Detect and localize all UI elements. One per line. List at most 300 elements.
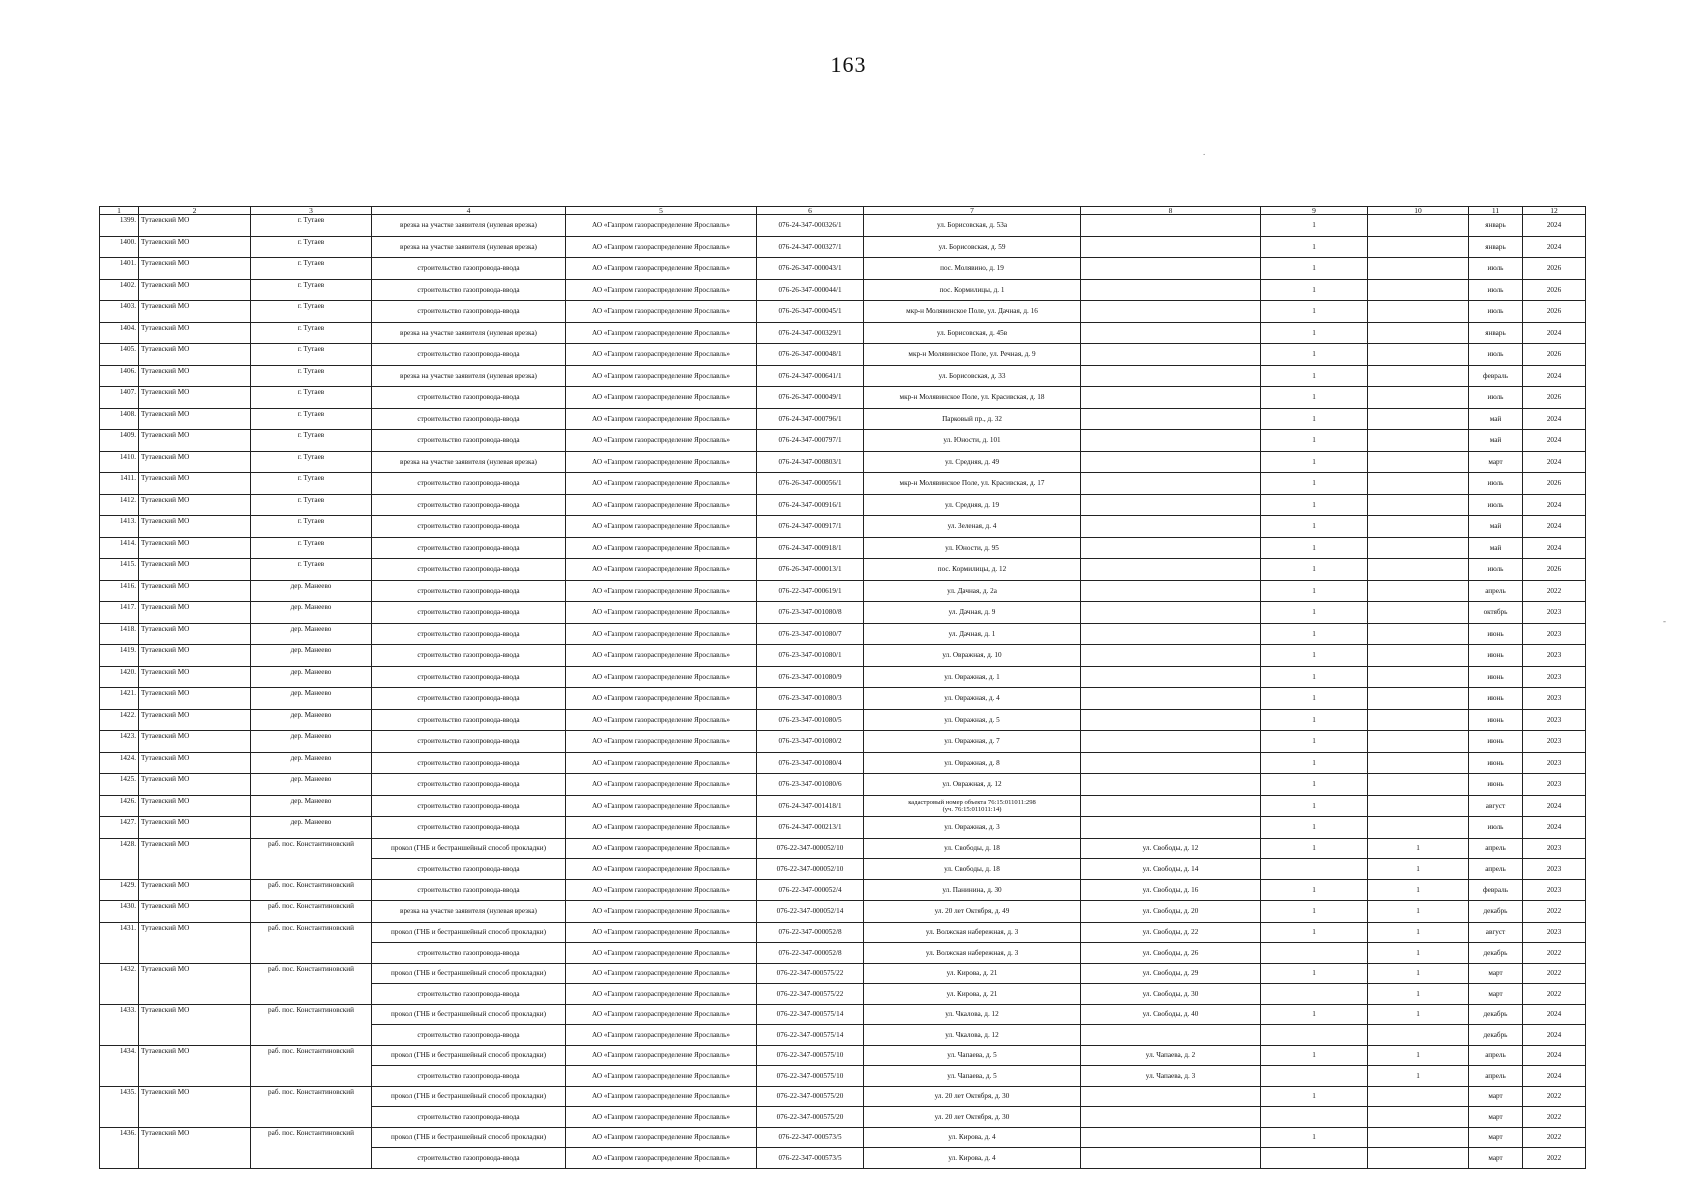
tu-number-cell: 076-22-347-000619/1 xyxy=(757,580,864,602)
address-extra-cell xyxy=(1081,387,1261,409)
address-extra-cell xyxy=(1081,731,1261,753)
year-cell: 2023 xyxy=(1523,731,1586,753)
col-header-11: 11 xyxy=(1469,207,1523,215)
address-extra-cell xyxy=(1081,752,1261,774)
municipality-cell: Тутаевский МО xyxy=(139,963,251,1004)
col9-cell: 1 xyxy=(1261,623,1368,645)
organization-cell: АО «Газпром газораспределение Ярославль» xyxy=(566,795,757,817)
row-number-cell: 1411. xyxy=(100,473,139,495)
address-extra-cell: ул. Свободы, д. 26 xyxy=(1081,943,1261,964)
col10-cell: 1 xyxy=(1368,963,1469,984)
work-type-cell: врезка на участке заявителя (нулевая врезка) xyxy=(372,215,566,237)
row-number-cell: 1406. xyxy=(100,365,139,387)
tu-number-cell: 076-23-347-001080/7 xyxy=(757,623,864,645)
col10-cell xyxy=(1368,774,1469,796)
municipality-cell: Тутаевский МО xyxy=(139,215,251,237)
year-cell: 2024 xyxy=(1523,1066,1586,1087)
month-cell: июль xyxy=(1469,258,1523,280)
address-extra-cell xyxy=(1081,602,1261,624)
address-cell: ул. Овражная, д. 8 xyxy=(864,752,1081,774)
address-extra-cell xyxy=(1081,688,1261,710)
settlement-cell: дер. Манеево xyxy=(251,817,372,839)
address-cell: пос. Кормилицы, д. 1 xyxy=(864,279,1081,301)
work-type-cell: прокол (ГНБ и бестраншейный способ прокладки) xyxy=(372,838,566,859)
col-header-6: 6 xyxy=(757,207,864,215)
col10-cell xyxy=(1368,279,1469,301)
month-cell: февраль xyxy=(1469,365,1523,387)
municipality-cell: Тутаевский МО xyxy=(139,580,251,602)
table-row xyxy=(100,922,1586,943)
work-type-cell: строительство газопровода-ввода xyxy=(372,580,566,602)
municipality-cell: Тутаевский МО xyxy=(139,623,251,645)
work-type-cell: строительство газопровода-ввода xyxy=(372,344,566,366)
col10-cell xyxy=(1368,731,1469,753)
municipality-cell: Тутаевский МО xyxy=(139,645,251,667)
col9-cell xyxy=(1261,1107,1368,1128)
municipality-cell: Тутаевский МО xyxy=(139,752,251,774)
month-cell: март xyxy=(1469,1127,1523,1148)
municipality-cell: Тутаевский МО xyxy=(139,795,251,817)
address-extra-cell xyxy=(1081,258,1261,280)
address-cell: Парковый пр., д. 32 xyxy=(864,408,1081,430)
address-extra-cell xyxy=(1081,666,1261,688)
tu-number-cell: 076-26-347-000045/1 xyxy=(757,301,864,323)
address-cell: мкр-н Молявинское Поле, ул. Речная, д. 9 xyxy=(864,344,1081,366)
work-type-cell: строительство газопровода-ввода xyxy=(372,387,566,409)
table-row xyxy=(100,963,1586,984)
organization-cell: АО «Газпром газораспределение Ярославль» xyxy=(566,984,757,1005)
col9-cell: 1 xyxy=(1261,516,1368,538)
municipality-cell: Тутаевский МО xyxy=(139,494,251,516)
row-number-cell: 1426. xyxy=(100,795,139,817)
table-row xyxy=(100,1004,1586,1025)
organization-cell: АО «Газпром газораспределение Ярославль» xyxy=(566,1148,757,1169)
year-cell: 2024 xyxy=(1523,494,1586,516)
col9-cell: 1 xyxy=(1261,922,1368,943)
municipality-cell: Тутаевский МО xyxy=(139,537,251,559)
year-cell: 2024 xyxy=(1523,408,1586,430)
year-cell: 2022 xyxy=(1523,1127,1586,1148)
year-cell: 2022 xyxy=(1523,580,1586,602)
organization-cell: АО «Газпром газораспределение Ярославль» xyxy=(566,559,757,581)
settlement-cell: г. Тутаев xyxy=(251,215,372,237)
work-type-cell: строительство газопровода-ввода xyxy=(372,537,566,559)
tu-number-cell: 076-23-347-001080/8 xyxy=(757,602,864,624)
row-number-cell: 1403. xyxy=(100,301,139,323)
address-cell: ул. 20 лет Октября, д. 30 xyxy=(864,1086,1081,1107)
settlement-cell: раб. пос. Константиновский xyxy=(251,879,372,901)
municipality-cell: Тутаевский МО xyxy=(139,430,251,452)
settlement-cell: раб. пос. Константиновский xyxy=(251,1004,372,1045)
year-cell: 2024 xyxy=(1523,322,1586,344)
table-row xyxy=(100,1086,1586,1107)
year-cell: 2026 xyxy=(1523,559,1586,581)
tu-number-cell: 076-22-347-000052/10 xyxy=(757,859,864,880)
month-cell: июль xyxy=(1469,301,1523,323)
municipality-cell: Тутаевский МО xyxy=(139,602,251,624)
col10-cell xyxy=(1368,688,1469,710)
month-cell: август xyxy=(1469,922,1523,943)
table-row xyxy=(100,795,1586,817)
col10-cell xyxy=(1368,473,1469,495)
col10-cell: 1 xyxy=(1368,1004,1469,1025)
month-cell: май xyxy=(1469,430,1523,452)
table-row xyxy=(100,709,1586,731)
organization-cell: АО «Газпром газораспределение Ярославль» xyxy=(566,279,757,301)
col-header-10: 10 xyxy=(1368,207,1469,215)
address-cell: ул. Зеленая, д. 4 xyxy=(864,516,1081,538)
organization-cell: АО «Газпром газораспределение Ярославль» xyxy=(566,963,757,984)
settlement-cell: г. Тутаев xyxy=(251,322,372,344)
year-cell: 2023 xyxy=(1523,752,1586,774)
year-cell: 2024 xyxy=(1523,365,1586,387)
year-cell: 2024 xyxy=(1523,817,1586,839)
row-number-cell: 1419. xyxy=(100,645,139,667)
settlement-cell: дер. Манеево xyxy=(251,709,372,731)
address-cell: ул. Борисовская, д. 53а xyxy=(864,215,1081,237)
settlement-cell: раб. пос. Константиновский xyxy=(251,901,372,923)
column-number-row xyxy=(100,207,1586,215)
organization-cell: АО «Газпром газораспределение Ярославль» xyxy=(566,688,757,710)
month-cell: декабрь xyxy=(1469,1004,1523,1025)
address-cell: ул. Чкалова, д. 12 xyxy=(864,1025,1081,1046)
table-row xyxy=(100,817,1586,839)
year-cell: 2022 xyxy=(1523,963,1586,984)
work-type-cell: врезка на участке заявителя (нулевая врезка) xyxy=(372,451,566,473)
address-extra-cell xyxy=(1081,1086,1261,1107)
address-extra-cell: ул. Чапаева, д. 3 xyxy=(1081,1066,1261,1087)
col9-cell xyxy=(1261,1025,1368,1046)
tu-number-cell: 076-26-347-000049/1 xyxy=(757,387,864,409)
row-number-cell: 1428. xyxy=(100,838,139,879)
address-extra-cell xyxy=(1081,1148,1261,1169)
work-type-cell: врезка на участке заявителя (нулевая врезка) xyxy=(372,236,566,258)
settlement-cell: дер. Манеево xyxy=(251,580,372,602)
settlement-cell: дер. Манеево xyxy=(251,774,372,796)
address-extra-cell xyxy=(1081,1107,1261,1128)
row-number-cell: 1436. xyxy=(100,1127,139,1168)
col9-cell: 1 xyxy=(1261,901,1368,923)
cadastral-plot: (уч. 76:15:011011:14) xyxy=(942,805,1002,813)
year-cell: 2023 xyxy=(1523,879,1586,901)
municipality-cell: Тутаевский МО xyxy=(139,301,251,323)
settlement-cell: г. Тутаев xyxy=(251,430,372,452)
table-row xyxy=(100,666,1586,688)
address-extra-cell xyxy=(1081,365,1261,387)
col10-cell xyxy=(1368,494,1469,516)
year-cell: 2023 xyxy=(1523,666,1586,688)
table-row xyxy=(100,559,1586,581)
organization-cell: АО «Газпром газораспределение Ярославль» xyxy=(566,430,757,452)
organization-cell: АО «Газпром газораспределение Ярославль» xyxy=(566,494,757,516)
address-cell: ул. Овражная, д. 12 xyxy=(864,774,1081,796)
address-extra-cell xyxy=(1081,580,1261,602)
year-cell: 2024 xyxy=(1523,795,1586,817)
month-cell: июнь xyxy=(1469,774,1523,796)
month-cell: июль xyxy=(1469,817,1523,839)
col10-cell xyxy=(1368,1148,1469,1169)
month-cell: март xyxy=(1469,1148,1523,1169)
work-type-cell: строительство газопровода-ввода xyxy=(372,943,566,964)
year-cell: 2022 xyxy=(1523,1086,1586,1107)
organization-cell: АО «Газпром газораспределение Ярославль» xyxy=(566,258,757,280)
municipality-cell: Тутаевский МО xyxy=(139,879,251,901)
organization-cell: АО «Газпром газораспределение Ярославль» xyxy=(566,1107,757,1128)
month-cell: март xyxy=(1469,451,1523,473)
year-cell: 2024 xyxy=(1523,537,1586,559)
month-cell: апрель xyxy=(1469,1045,1523,1066)
municipality-cell: Тутаевский МО xyxy=(139,387,251,409)
month-cell: март xyxy=(1469,1086,1523,1107)
municipality-cell: Тутаевский МО xyxy=(139,922,251,963)
month-cell: февраль xyxy=(1469,879,1523,901)
organization-cell: АО «Газпром газораспределение Ярославль» xyxy=(566,731,757,753)
tu-number-cell: 076-24-347-000797/1 xyxy=(757,430,864,452)
col10-cell xyxy=(1368,1025,1469,1046)
year-cell: 2023 xyxy=(1523,602,1586,624)
address-cell: ул. Овражная, д. 10 xyxy=(864,645,1081,667)
work-type-cell: прокол (ГНБ и бестраншейный способ прокладки) xyxy=(372,1004,566,1025)
col9-cell: 1 xyxy=(1261,795,1368,817)
work-type-cell: прокол (ГНБ и бестраншейный способ прокладки) xyxy=(372,963,566,984)
address-cell: ул. Кирова, д. 21 xyxy=(864,963,1081,984)
municipality-cell: Тутаевский МО xyxy=(139,451,251,473)
year-cell: 2024 xyxy=(1523,430,1586,452)
settlement-cell: дер. Манеево xyxy=(251,752,372,774)
work-type-cell: строительство газопровода-ввода xyxy=(372,494,566,516)
col10-cell xyxy=(1368,602,1469,624)
address-cell: пос. Кормилицы, д. 12 xyxy=(864,559,1081,581)
settlement-cell: дер. Манеево xyxy=(251,688,372,710)
work-type-cell: строительство газопровода-ввода xyxy=(372,1025,566,1046)
address-extra-cell xyxy=(1081,322,1261,344)
col10-cell: 1 xyxy=(1368,984,1469,1005)
row-number-cell: 1399. xyxy=(100,215,139,237)
address-extra-cell xyxy=(1081,559,1261,581)
municipality-cell: Тутаевский МО xyxy=(139,559,251,581)
col10-cell xyxy=(1368,1107,1469,1128)
work-type-cell: строительство газопровода-ввода xyxy=(372,666,566,688)
year-cell: 2022 xyxy=(1523,943,1586,964)
table-row xyxy=(100,774,1586,796)
tu-number-cell: 076-22-347-000575/20 xyxy=(757,1086,864,1107)
col10-cell xyxy=(1368,795,1469,817)
month-cell: декабрь xyxy=(1469,901,1523,923)
municipality-cell: Тутаевский МО xyxy=(139,236,251,258)
year-cell: 2023 xyxy=(1523,709,1586,731)
table-row xyxy=(100,688,1586,710)
table-body xyxy=(100,215,1586,1169)
month-cell: июнь xyxy=(1469,731,1523,753)
tu-number-cell: 076-23-347-001080/5 xyxy=(757,709,864,731)
col10-cell xyxy=(1368,666,1469,688)
settlement-cell: г. Тутаев xyxy=(251,473,372,495)
address-cell: ул. Дачная, д. 2а xyxy=(864,580,1081,602)
col9-cell: 1 xyxy=(1261,1045,1368,1066)
address-cell: ул. Чкалова, д. 12 xyxy=(864,1004,1081,1025)
col9-cell: 1 xyxy=(1261,645,1368,667)
address-cell: ул. Свободы, д. 18 xyxy=(864,838,1081,859)
tu-number-cell: 076-26-347-000043/1 xyxy=(757,258,864,280)
col9-cell xyxy=(1261,943,1368,964)
col9-cell: 1 xyxy=(1261,430,1368,452)
organization-cell: АО «Газпром газораспределение Ярославль» xyxy=(566,774,757,796)
work-type-cell: строительство газопровода-ввода xyxy=(372,709,566,731)
address-extra-cell xyxy=(1081,516,1261,538)
work-type-cell: прокол (ГНБ и бестраншейный способ прокладки) xyxy=(372,1086,566,1107)
organization-cell: АО «Газпром газораспределение Ярославль» xyxy=(566,859,757,880)
municipality-cell: Тутаевский МО xyxy=(139,279,251,301)
col10-cell xyxy=(1368,215,1469,237)
address-cell: ул. Чапаева, д. 5 xyxy=(864,1045,1081,1066)
month-cell: апрель xyxy=(1469,580,1523,602)
work-type-cell: строительство газопровода-ввода xyxy=(372,817,566,839)
col-header-2: 2 xyxy=(139,207,251,215)
organization-cell: АО «Газпром газораспределение Ярославль» xyxy=(566,387,757,409)
scan-speck: . xyxy=(1203,147,1206,157)
address-extra-cell xyxy=(1081,645,1261,667)
municipality-cell: Тутаевский МО xyxy=(139,516,251,538)
col10-cell xyxy=(1368,623,1469,645)
col9-cell: 1 xyxy=(1261,688,1368,710)
work-type-cell: врезка на участке заявителя (нулевая врезка) xyxy=(372,365,566,387)
address-cell xyxy=(864,795,1081,817)
municipality-cell: Тутаевский МО xyxy=(139,365,251,387)
address-cell: ул. Средняя, д. 19 xyxy=(864,494,1081,516)
tu-number-cell: 076-24-347-000213/1 xyxy=(757,817,864,839)
address-cell: ул. Кирова, д. 4 xyxy=(864,1127,1081,1148)
organization-cell: АО «Газпром газораспределение Ярославль» xyxy=(566,623,757,645)
row-number-cell: 1412. xyxy=(100,494,139,516)
address-extra-cell xyxy=(1081,537,1261,559)
year-cell: 2026 xyxy=(1523,387,1586,409)
col9-cell: 1 xyxy=(1261,408,1368,430)
table-row xyxy=(100,473,1586,495)
settlement-cell: г. Тутаев xyxy=(251,408,372,430)
col9-cell: 1 xyxy=(1261,258,1368,280)
work-type-cell: строительство газопровода-ввода xyxy=(372,1107,566,1128)
tu-number-cell: 076-23-347-001080/3 xyxy=(757,688,864,710)
settlement-cell: г. Тутаев xyxy=(251,537,372,559)
row-number-cell: 1415. xyxy=(100,559,139,581)
address-extra-cell: ул. Чапаева, д. 2 xyxy=(1081,1045,1261,1066)
col10-cell xyxy=(1368,537,1469,559)
table-row xyxy=(100,494,1586,516)
month-cell: январь xyxy=(1469,322,1523,344)
col10-cell: 1 xyxy=(1368,943,1469,964)
address-cell: мкр-н Молявинское Поле, ул. Красивская, д. 18 xyxy=(864,387,1081,409)
month-cell: апрель xyxy=(1469,1066,1523,1087)
col10-cell: 1 xyxy=(1368,879,1469,901)
address-extra-cell xyxy=(1081,408,1261,430)
settlement-cell: раб. пос. Константиновский xyxy=(251,1045,372,1086)
col9-cell: 1 xyxy=(1261,709,1368,731)
table-row xyxy=(100,537,1586,559)
address-extra-cell xyxy=(1081,430,1261,452)
tu-number-cell: 076-26-347-000056/1 xyxy=(757,473,864,495)
organization-cell: АО «Газпром газораспределение Ярославль» xyxy=(566,451,757,473)
settlement-cell: дер. Манеево xyxy=(251,666,372,688)
month-cell: июнь xyxy=(1469,623,1523,645)
col10-cell xyxy=(1368,322,1469,344)
address-cell: ул. Волжская набережная, д. 3 xyxy=(864,943,1081,964)
table-row xyxy=(100,301,1586,323)
col9-cell: 1 xyxy=(1261,559,1368,581)
year-cell: 2024 xyxy=(1523,236,1586,258)
organization-cell: АО «Газпром газораспределение Ярославль» xyxy=(566,1004,757,1025)
row-number-cell: 1400. xyxy=(100,236,139,258)
month-cell: июль xyxy=(1469,344,1523,366)
address-extra-cell: ул. Свободы, д. 16 xyxy=(1081,879,1261,901)
address-extra-cell xyxy=(1081,774,1261,796)
year-cell: 2023 xyxy=(1523,623,1586,645)
organization-cell: АО «Газпром газораспределение Ярославль» xyxy=(566,1025,757,1046)
organization-cell: АО «Газпром газораспределение Ярославль» xyxy=(566,1127,757,1148)
tu-number-cell: 076-24-347-000918/1 xyxy=(757,537,864,559)
settlement-cell: раб. пос. Константиновский xyxy=(251,922,372,963)
col9-cell: 1 xyxy=(1261,365,1368,387)
address-extra-cell: ул. Свободы, д. 14 xyxy=(1081,859,1261,880)
col9-cell: 1 xyxy=(1261,344,1368,366)
table-row xyxy=(100,1127,1586,1148)
col10-cell xyxy=(1368,516,1469,538)
address-cell: ул. Волжская набережная, д. 3 xyxy=(864,922,1081,943)
tu-number-cell: 076-22-347-000575/22 xyxy=(757,984,864,1005)
year-cell: 2024 xyxy=(1523,1025,1586,1046)
tu-number-cell: 076-24-347-000641/1 xyxy=(757,365,864,387)
table-row xyxy=(100,901,1586,923)
work-type-cell: строительство газопровода-ввода xyxy=(372,795,566,817)
tu-number-cell: 076-24-347-000917/1 xyxy=(757,516,864,538)
tu-number-cell: 076-23-347-001080/9 xyxy=(757,666,864,688)
address-cell: ул. Овражная, д. 3 xyxy=(864,817,1081,839)
municipality-cell: Тутаевский МО xyxy=(139,473,251,495)
work-type-cell: строительство газопровода-ввода xyxy=(372,279,566,301)
table-row xyxy=(100,602,1586,624)
address-extra-cell xyxy=(1081,236,1261,258)
table-row xyxy=(100,236,1586,258)
table-row xyxy=(100,430,1586,452)
table-row xyxy=(100,365,1586,387)
tu-number-cell: 076-22-347-000052/8 xyxy=(757,943,864,964)
organization-cell: АО «Газпром газораспределение Ярославль» xyxy=(566,365,757,387)
col9-cell: 1 xyxy=(1261,602,1368,624)
address-cell: ул. Дачная, д. 1 xyxy=(864,623,1081,645)
year-cell: 2023 xyxy=(1523,922,1586,943)
table-row xyxy=(100,752,1586,774)
tu-number-cell: 076-23-347-001080/1 xyxy=(757,645,864,667)
address-cell: ул. Овражная, д. 1 xyxy=(864,666,1081,688)
settlement-cell: дер. Манеево xyxy=(251,731,372,753)
col9-cell: 1 xyxy=(1261,473,1368,495)
address-cell: ул. Борисовская, д. 33 xyxy=(864,365,1081,387)
col10-cell xyxy=(1368,301,1469,323)
address-cell: ул. Кирова, д. 21 xyxy=(864,984,1081,1005)
month-cell: июль xyxy=(1469,559,1523,581)
work-type-cell: строительство газопровода-ввода xyxy=(372,1066,566,1087)
organization-cell: АО «Газпром газораспределение Ярославль» xyxy=(566,943,757,964)
month-cell: июнь xyxy=(1469,645,1523,667)
organization-cell: АО «Газпром газораспределение Ярославль» xyxy=(566,922,757,943)
address-cell: мкр-н Молявинское Поле, ул. Красивская, д. 17 xyxy=(864,473,1081,495)
address-cell: ул. Юности, д. 95 xyxy=(864,537,1081,559)
tu-number-cell: 076-24-347-000916/1 xyxy=(757,494,864,516)
tu-number-cell: 076-22-347-000575/14 xyxy=(757,1004,864,1025)
col10-cell xyxy=(1368,817,1469,839)
month-cell: июль xyxy=(1469,473,1523,495)
address-cell: ул. Кирова, д. 4 xyxy=(864,1148,1081,1169)
address-extra-cell: ул. Свободы, д. 40 xyxy=(1081,1004,1261,1025)
